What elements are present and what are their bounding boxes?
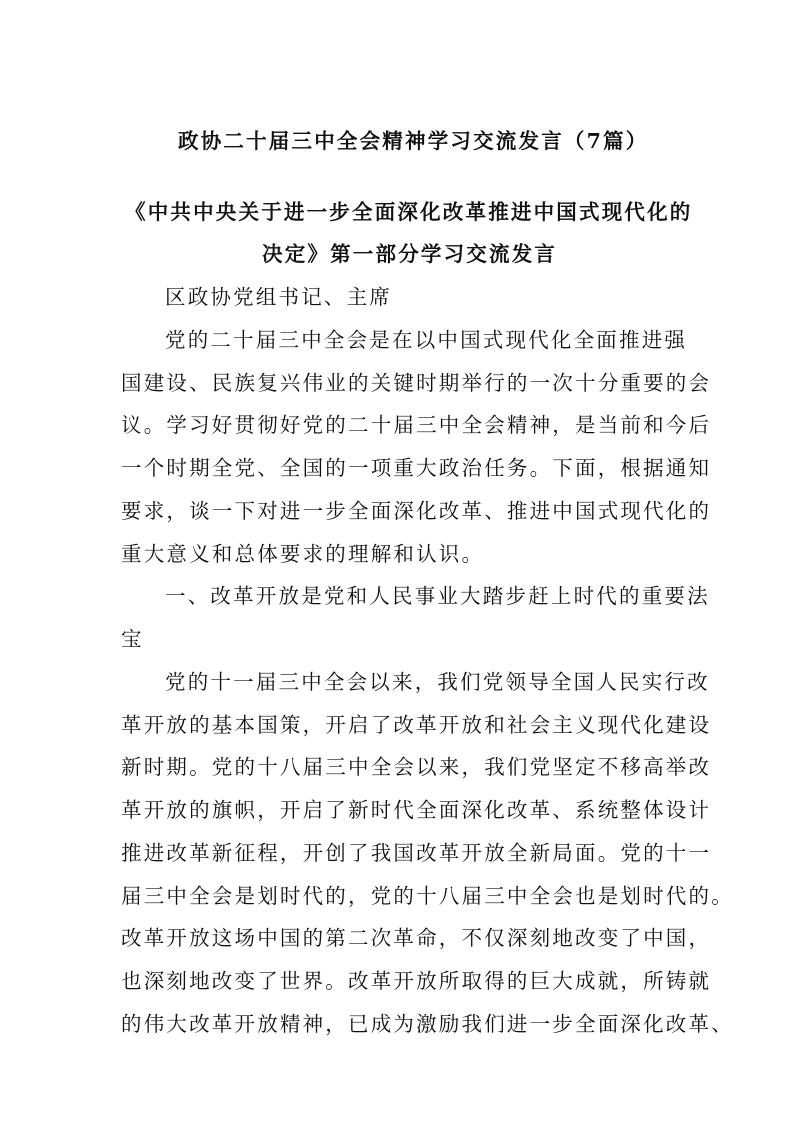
section-heading-1-line-2: 宝	[121, 627, 144, 651]
document-title: 政协二十届三中全会精神学习交流发言（7篇）	[178, 129, 649, 153]
section-heading-1-line-1: 一、改革开放是党和人民事业大踏步赶上时代的重要法	[165, 584, 710, 608]
author-line: 区政协党组书记、主席	[165, 285, 392, 309]
para2-line-2: 革开放的基本国策，开启了改革开放和社会主义现代化建设	[121, 713, 712, 737]
para1-line-5: 要求，谈一下对进一步全面深化改革、推进中国式现代化的	[121, 499, 712, 523]
para1-line-3: 议。学习好贯彻好党的二十届三中全会精神，是当前和今后	[121, 413, 712, 437]
para2-line-7: 改革开放这场中国的第二次革命，不仅深刻地改变了中国，	[121, 926, 712, 950]
para2-line-4: 革开放的旗帜，开启了新时代全面深化改革、系统整体设计	[121, 798, 712, 822]
para2-line-8: 也深刻地改变了世界。改革开放所取得的巨大成就，所铸就	[121, 969, 712, 993]
para2-line-1: 党的十一届三中全会以来，我们党领导全国人民实行改	[165, 670, 710, 694]
para2-line-6: 届三中全会是划时代的，党的十八届三中全会也是划时代的。	[121, 884, 734, 908]
para2-line-3: 新时期。党的十八届三中全会以来，我们党坚定不移高举改	[121, 755, 712, 779]
para1-line-6: 重大意义和总体要求的理解和认识。	[121, 542, 485, 566]
para1-line-2: 国建设、民族复兴伟业的关键时期举行的一次十分重要的会	[121, 371, 712, 395]
para1-line-1: 党的二十届三中全会是在以中国式现代化全面推进强	[165, 328, 688, 352]
subtitle-line-2: 决定》第一部分学习交流发言	[262, 242, 558, 266]
para1-line-4: 一个时期全党、全国的一项重大政治任务。下面，根据通知	[121, 456, 712, 480]
para2-line-5: 推进改革新征程，开创了我国改革开放全新局面。党的十一	[121, 841, 712, 865]
para2-line-9: 的伟大改革开放精神，已成为激励我们进一步全面深化改革、	[121, 1012, 734, 1036]
subtitle-line-1: 《中共中央关于进一步全面深化改革推进中国式现代化的	[125, 200, 693, 224]
